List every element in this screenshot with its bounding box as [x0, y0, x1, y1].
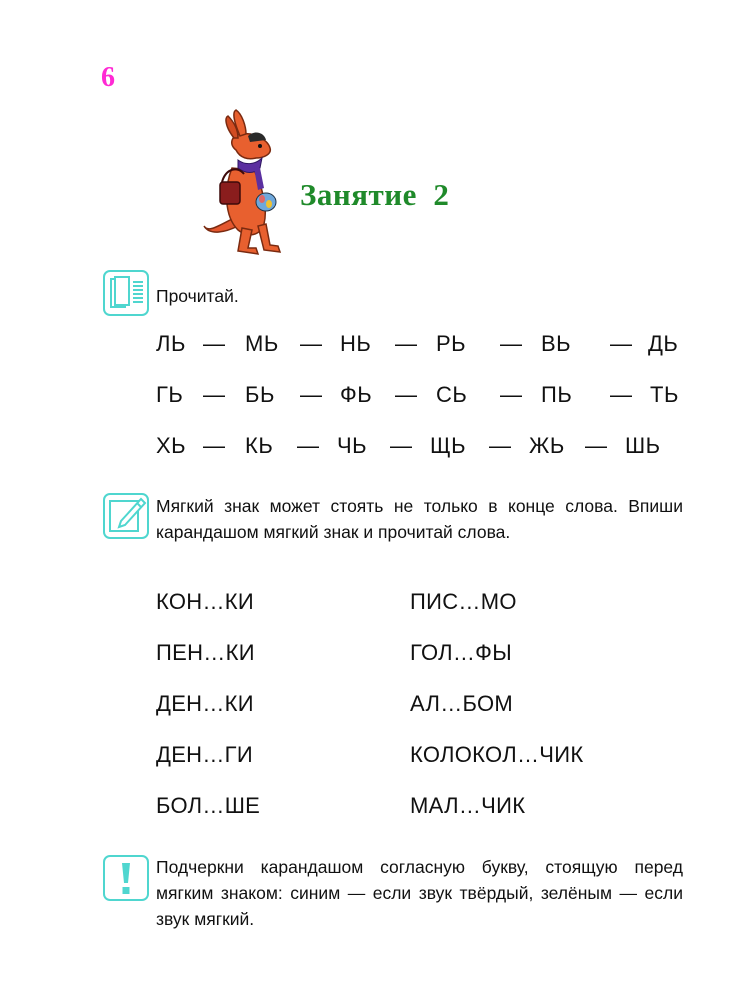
dash: — [610, 331, 632, 356]
syllable: СЬ [436, 382, 468, 407]
dash: — [489, 433, 511, 458]
dash: — [203, 433, 225, 458]
syllable: ШЬ [625, 433, 661, 458]
task2-instruction: Мягкий знак может стоять не только в конце слова. Впиши карандашом мягкий знак и прочитай слова. [156, 496, 683, 542]
word-left: БОЛ…ШЕ [156, 793, 261, 818]
syllable: ЖЬ [529, 433, 565, 458]
syllable: ГЬ [156, 382, 184, 407]
dash: — [610, 382, 632, 407]
word-right: КОЛОКОЛ…ЧИК [410, 742, 584, 767]
task1-instruction: Прочитай. [156, 286, 239, 306]
syllable: ЧЬ [337, 433, 368, 458]
word-left: ДЕН…ГИ [156, 742, 253, 767]
lesson-title: Занятие 2 [300, 177, 450, 212]
word-right: МАЛ…ЧИК [410, 793, 526, 818]
syllable: ЩЬ [430, 433, 467, 458]
pencil-write-icon [103, 493, 149, 539]
word-right: ГОЛ…ФЫ [410, 640, 512, 665]
syllable: БЬ [245, 382, 275, 407]
syllable: ДЬ [648, 331, 679, 356]
dash: — [395, 331, 417, 356]
word-left: ДЕН…КИ [156, 691, 254, 716]
dash: — [300, 382, 322, 407]
syllable: ПЬ [541, 382, 573, 407]
syllable: ТЬ [650, 382, 679, 407]
task3-instruction: Подчеркни карандашом согласную букву, стоящую перед мягким знаком: синим — если звук твёрдый, зелёным — если звук мягкий. [156, 857, 683, 929]
dash: — [297, 433, 319, 458]
syllable: РЬ [436, 331, 467, 356]
dash: — [500, 382, 522, 407]
syllable: ФЬ [340, 382, 373, 407]
syllable: КЬ [245, 433, 274, 458]
dash: — [300, 331, 322, 356]
dash: — [203, 382, 225, 407]
read-book-icon [103, 270, 149, 316]
word-left: КОН…КИ [156, 589, 254, 614]
syllable: ЛЬ [156, 331, 186, 356]
syllable: МЬ [245, 331, 279, 356]
page-number: 6 [101, 62, 115, 93]
word-right: ПИС…МО [410, 589, 517, 614]
syllable: ХЬ [156, 433, 187, 458]
syllable: ВЬ [541, 331, 572, 356]
exclamation-icon [103, 855, 149, 901]
word-left: ПЕН…КИ [156, 640, 255, 665]
dash: — [585, 433, 607, 458]
word-right: АЛ…БОМ [410, 691, 514, 716]
dash: — [500, 331, 522, 356]
dash: — [395, 382, 417, 407]
dash: — [203, 331, 225, 356]
kangaroo-mascot-icon [198, 108, 296, 258]
dash: — [390, 433, 412, 458]
syllable: НЬ [340, 331, 372, 356]
